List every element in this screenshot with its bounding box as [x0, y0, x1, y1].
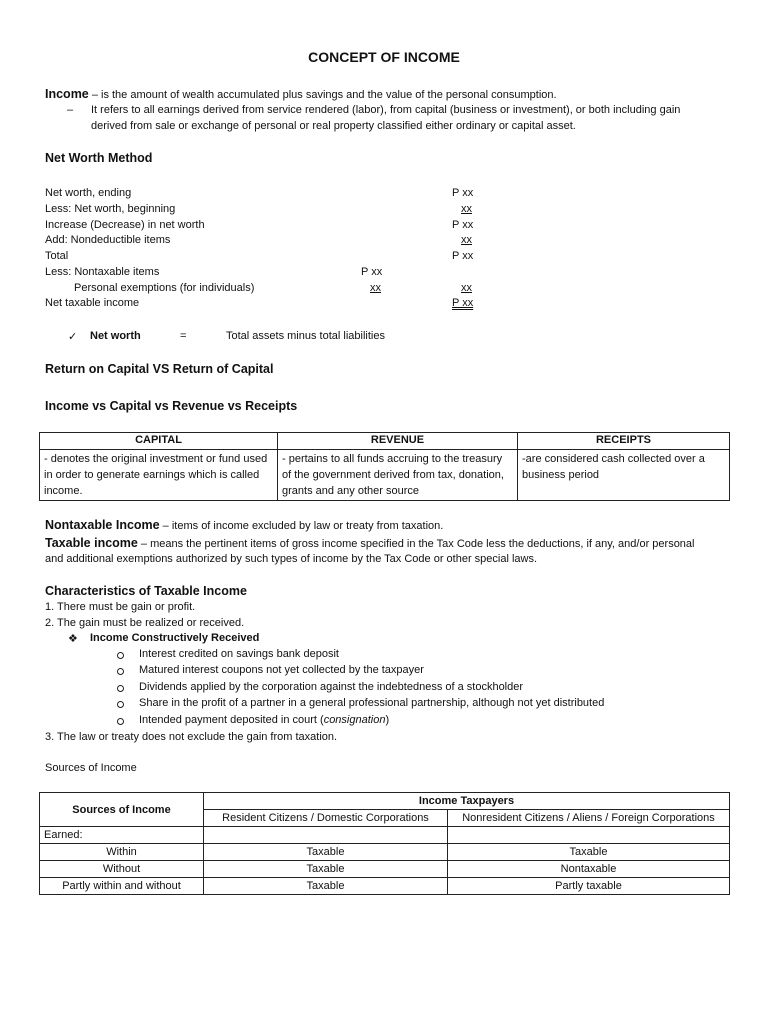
circle-bullet-icon: [117, 718, 124, 725]
nontaxable-income: [45, 518, 443, 532]
comparison-table: [39, 432, 730, 501]
return-capital-heading: Return on Capital VS Return of Capital: [45, 362, 274, 376]
header-nonresident: Nonresident Citizens / Aliens / Foreign Corporations: [448, 810, 730, 827]
cell-receipts: -are considered cash collected over a business period: [518, 450, 730, 501]
table-header-row: [40, 793, 730, 810]
header-capital: CAPITAL: [40, 433, 278, 450]
table-header-row: [40, 433, 730, 450]
table-row: [40, 878, 730, 895]
net-worth-definition: Total assets minus total liabilities: [226, 330, 385, 342]
header-sources: Sources of Income: [40, 793, 204, 827]
income-sub-line-2: derived from sale or exchange of personal or real property classified either ordinary or capital asset.: [91, 120, 576, 132]
table-row: [40, 861, 730, 878]
source-cell: Without: [40, 861, 204, 878]
taxable-income: [45, 536, 695, 550]
nontaxable-term: Nontaxable Income: [45, 518, 160, 532]
table-row: [40, 827, 730, 844]
circle-bullet-icon: [117, 701, 124, 708]
nw-label-0: Net worth, ending: [45, 187, 132, 199]
circle-bullet-icon: [117, 668, 124, 675]
source-cell: Within: [40, 844, 204, 861]
nw-label-2: Increase (Decrease) in net worth: [45, 219, 205, 231]
diamond-bullet-icon: ❖: [68, 633, 78, 645]
list-item-text: Intended payment deposited in court (: [139, 714, 324, 726]
nontaxable-text: – items of income excluded by law or treaty from taxation.: [159, 520, 444, 532]
header-receipts: RECEIPTS: [518, 433, 730, 450]
nw-label-4: Total: [45, 250, 69, 262]
nw-label-1: Less: Net worth, beginning: [45, 203, 176, 215]
resident-cell: Taxable: [204, 861, 448, 878]
header-resident: Resident Citizens / Domestic Corporations: [204, 810, 448, 827]
check-mark-icon: ✓: [68, 331, 78, 343]
income-definition-text: – is the amount of wealth accumulated plus savings and the value of the personal consumption.: [88, 89, 557, 101]
table-row: [40, 844, 730, 861]
empty-cell: [448, 827, 730, 844]
earned-label: Earned:: [40, 827, 204, 844]
taxable-text-2: and additional exemptions authorized by such types of income by the Tax Code or other special laws.: [45, 553, 538, 565]
source-cell: Partly within and without: [40, 878, 204, 895]
dash-bullet: –: [67, 104, 74, 116]
resident-cell: Taxable: [204, 878, 448, 895]
income-vs-heading: Income vs Capital vs Revenue vs Receipts: [45, 399, 298, 413]
income-definition: [45, 87, 557, 101]
list-item-italic: consignation: [323, 714, 386, 726]
nw-right-2: P xx: [452, 219, 474, 231]
taxable-term: Taxable income: [45, 536, 138, 550]
header-revenue: REVENUE: [278, 433, 518, 450]
empty-cell: [204, 827, 448, 844]
nw-right-3: xx: [461, 234, 472, 246]
nw-right-6: xx: [461, 282, 472, 294]
characteristic-item-1: 1. There must be gain or profit.: [45, 601, 196, 613]
list-item-suffix: ): [385, 714, 390, 726]
list-item: Dividends applied by the corporation against the indebtedness of a stockholder: [139, 681, 524, 693]
nw-label-3: Add: Nondeductible items: [45, 234, 171, 246]
constructive-heading: Income Constructively Received: [90, 632, 260, 644]
characteristic-item-2: 2. The gain must be realized or received.: [45, 617, 245, 629]
cell-revenue: - pertains to all funds accruing to the treasury of the government derived from tax, donation, grants and any other source: [278, 450, 518, 501]
list-item: Matured interest coupons not yet collected by the taxpayer: [139, 664, 424, 676]
equals-sign: =: [180, 330, 187, 342]
nw-mid-6: xx: [370, 282, 381, 294]
table-row: [40, 450, 730, 501]
net-worth-heading: Net Worth Method: [45, 151, 153, 165]
net-worth-term: Net worth: [90, 330, 141, 342]
income-term: Income: [45, 87, 89, 101]
nw-right-7: P xx: [452, 297, 474, 309]
page-title: CONCEPT OF INCOME: [308, 49, 460, 65]
nw-right-1: xx: [461, 203, 472, 215]
nw-label-5: Less: Nontaxable items: [45, 266, 160, 278]
circle-bullet-icon: [117, 652, 124, 659]
income-sub-line-1: It refers to all earnings derived from service rendered (labor), from capital (business or investment), or both including gain: [91, 104, 681, 116]
nonresident-cell: Partly taxable: [448, 878, 730, 895]
nw-right-4: P xx: [452, 250, 474, 262]
nonresident-cell: Nontaxable: [448, 861, 730, 878]
nw-mid-5: P xx: [361, 266, 383, 278]
header-income-taxpayers: Income Taxpayers: [204, 793, 730, 810]
resident-cell: Taxable: [204, 844, 448, 861]
list-item: [139, 714, 389, 726]
sources-table: [39, 792, 730, 895]
circle-bullet-icon: [117, 685, 124, 692]
nw-right-0: P xx: [452, 187, 474, 199]
nw-label-6: Personal exemptions (for individuals): [74, 282, 255, 294]
taxable-text-1: – means the pertinent items of gross income specified in the Tax Code less the deductions, if any, and/or personal: [137, 538, 695, 550]
characteristic-item-3: 3. The law or treaty does not exclude the gain from taxation.: [45, 731, 338, 743]
cell-capital: - denotes the original investment or fund used in order to generate earnings which is called income.: [40, 450, 278, 501]
nw-label-7: Net taxable income: [45, 297, 140, 309]
sources-label: Sources of Income: [45, 762, 137, 774]
characteristics-heading: Characteristics of Taxable Income: [45, 584, 247, 598]
nonresident-cell: Taxable: [448, 844, 730, 861]
list-item: Interest credited on savings bank deposit: [139, 648, 339, 660]
list-item: Share in the profit of a partner in a general professional partnership, although not yet distributed: [139, 697, 605, 709]
